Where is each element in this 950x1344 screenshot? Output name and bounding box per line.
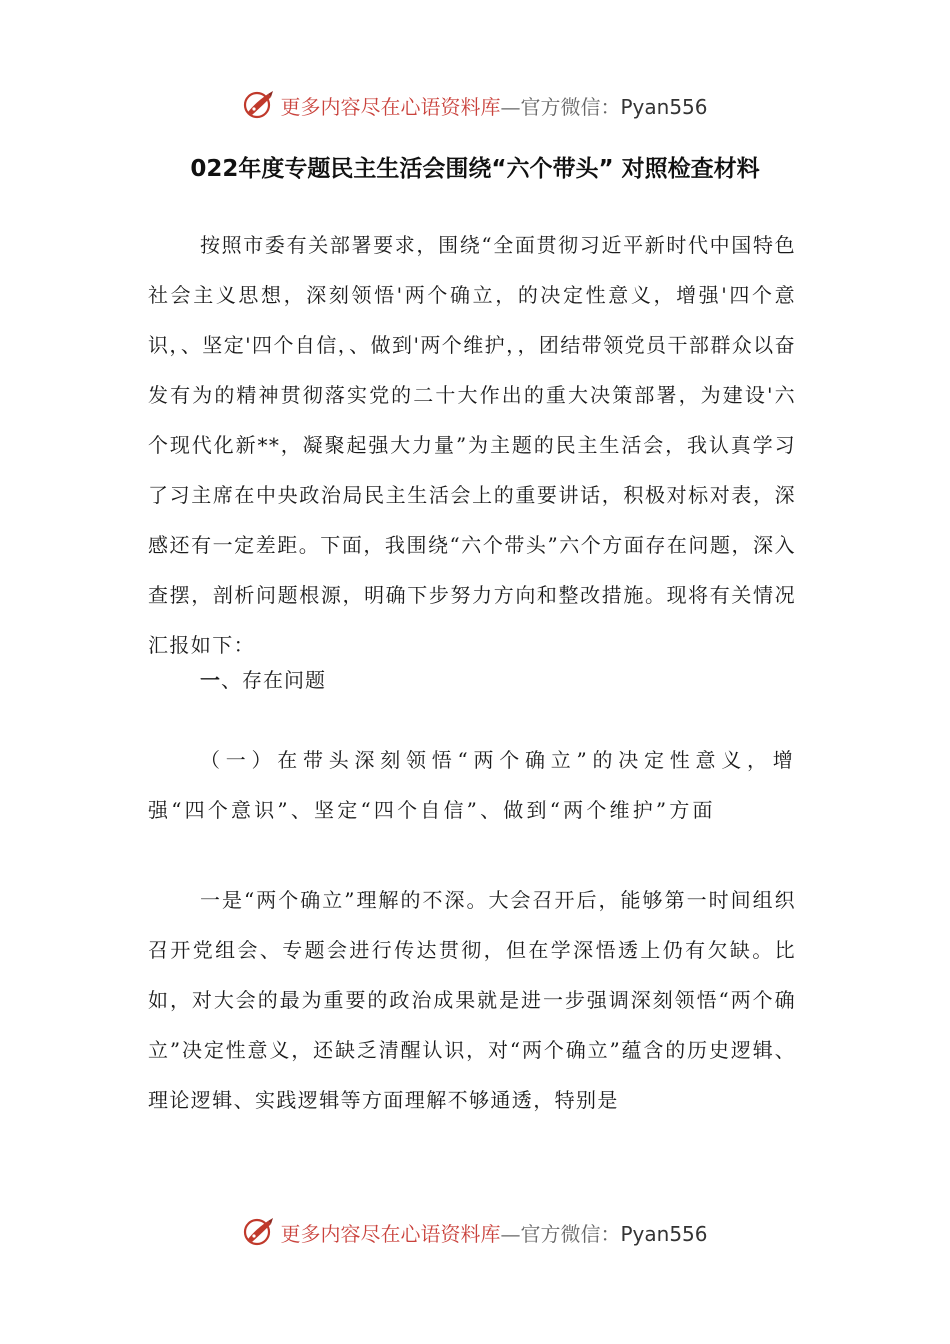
footer-watermark-banner [0,1207,950,1257]
header-watermark-banner [0,80,950,130]
document-title: 022年度专题民主生活会围绕“六个带头” 对照检查材料 [190,156,760,182]
pen-nib-logo-icon [242,88,276,122]
section-heading: 一、存在问题 [200,668,326,692]
banner-text: 更多内容尽在心语资料库—官方微信：Pyan556 [280,1221,708,1246]
subsection-heading: （一）在带头深刻领悟“两个确立”的决定性意义，增强“四个意识”、坚定“四个自信”、做到“两个维护”方面 [148,748,796,822]
banner-text: 更多内容尽在心语资料库—官方微信：Pyan556 [280,94,708,119]
point-paragraph: 一是“两个确立”理解的不深。大会召开后，能够第一时间组织召开党组会、专题会进行传达贯彻，但在学深悟透上仍有欠缺。比如，对大会的最为重要的政治成果就是进一步强调深刻领悟“两个确立”决定性意义，还缺乏清醒认识，对“两个确立”蕴含的历史逻辑、理论逻辑、实践逻辑等方面理解不够通透，特别是 [148,888,796,1112]
wechat-id: Pyan556 [620,94,708,119]
wechat-id: Pyan556 [620,1221,708,1246]
pen-nib-logo-icon [242,1215,276,1249]
intro-paragraph: 按照市委有关部署要求，围绕“全面贯彻习近平新时代中国特色社会主义思想，深刻领悟'两个确立，的决定性意义，增强'四个意识，、坚定'四个自信，、做到'两个维护，，团结带领党员干部群众以奋发有为的精神贯彻落实党的二十大作出的重大决策部署，为建设'六个现代化新**，凝聚起强大力量”为主题的民主生活会，我认真学习了习主席在中央政治局民主生活会上的重要讲话，积极对标对表，深感还有一定差距。下面，我围绕“六个带头”六个方面存在问题，深入查摆，剖析问题根源，明确下步努力方向和整改措施。现将有关情况汇报如下： [148,233,796,657]
